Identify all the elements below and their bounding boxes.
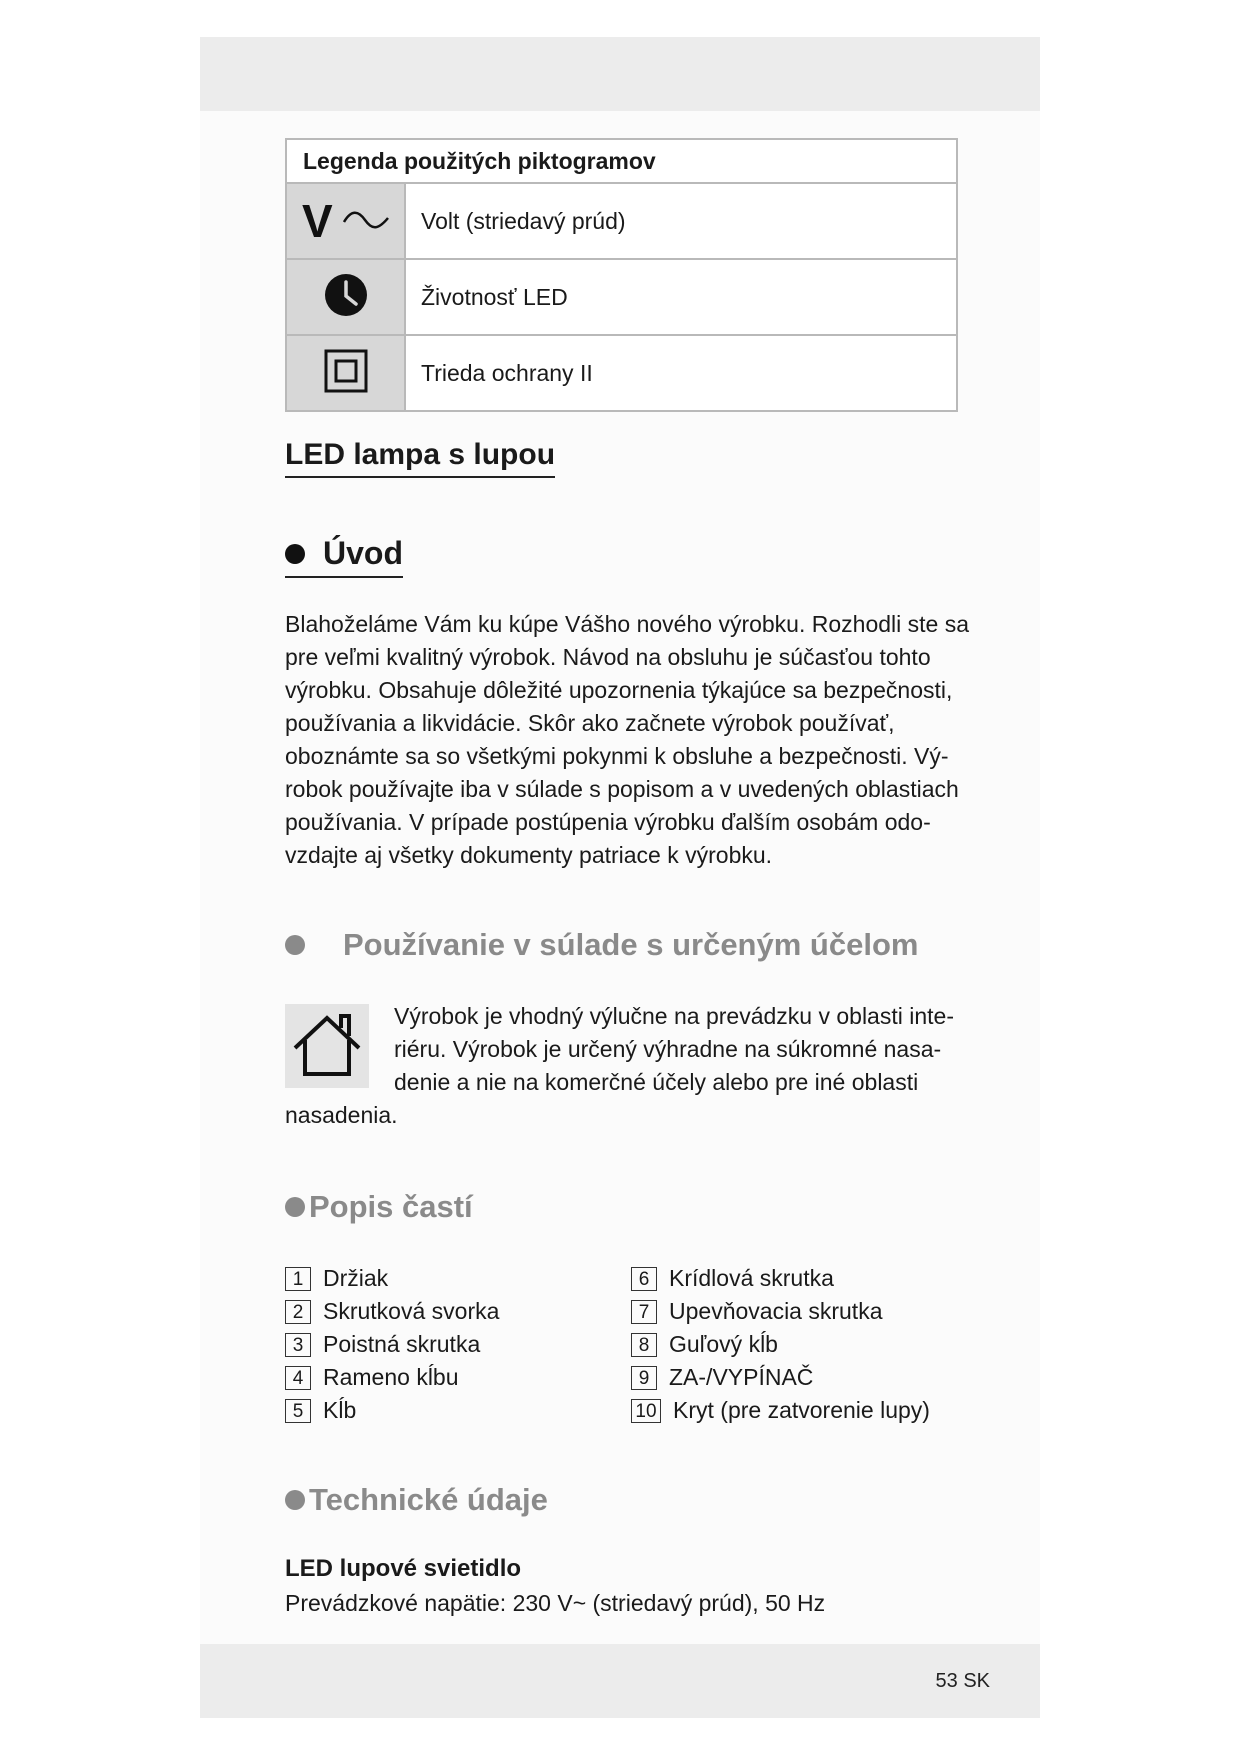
page-number: 53 SK — [935, 1670, 990, 1692]
technical-spec-line: Prevádzkové napätie: 230 V~ (striedavý prúd), 50 Hz — [285, 1590, 826, 1616]
part-label: Kryt (pre zatvorenie lupy) — [673, 1397, 930, 1423]
header-band — [200, 37, 1040, 111]
heading-parts-text: Popis častí — [309, 1189, 473, 1224]
intended-use-line: riéru. Výrobok je určený výhradne na súkromné nasa- — [394, 1036, 942, 1062]
part-label: ZA-/VYPÍNAČ — [669, 1364, 814, 1390]
house-icon — [285, 1004, 369, 1088]
legend-row — [286, 259, 957, 335]
part-number: 10 — [631, 1399, 661, 1423]
part-label: Guľový kĺb — [669, 1331, 778, 1357]
legend-text-volt: Volt (striedavý prúd) — [405, 183, 957, 259]
volt-ac-icon — [286, 183, 405, 259]
intro-line: pre veľmi kvalitný výrobok. Návod na obsluhu je súčasťou tohto — [285, 644, 931, 670]
footer-band — [200, 1644, 1040, 1718]
part-number: 9 — [631, 1366, 657, 1390]
intended-use-last-line: nasadenia. — [285, 1102, 398, 1128]
heading-intro-text: Úvod — [323, 535, 403, 571]
list-item — [631, 1328, 930, 1361]
heading-technical-text: Technické údaje — [309, 1482, 548, 1517]
heading-technical — [285, 1482, 548, 1518]
intro-paragraph — [285, 608, 985, 872]
intro-line: vzdajte aj všetky dokumenty patriace k výrobku. — [285, 842, 773, 868]
part-number: 4 — [285, 1366, 311, 1390]
intro-line: používania a likvidácie. Skôr ako začnete výrobok používať, — [285, 710, 895, 736]
part-label: Držiak — [323, 1265, 389, 1291]
list-item — [285, 1361, 499, 1394]
part-label: Upevňovacia skrutka — [669, 1298, 883, 1324]
intro-line: výrobku. Obsahuje dôležité upozornenia týkajúce sa bezpečnosti, — [285, 677, 953, 703]
part-label: Skrutková svorka — [323, 1298, 500, 1324]
heading-intended-use — [285, 927, 918, 963]
pictogram-legend-table — [285, 138, 958, 412]
heading-intended-use-text: Používanie v súlade s určeným účelom — [343, 927, 919, 962]
document-title: LED lampa s lupou — [285, 438, 555, 478]
list-item — [631, 1262, 930, 1295]
part-number: 5 — [285, 1399, 311, 1423]
part-label: Krídlová skrutka — [669, 1265, 834, 1291]
heading-parts — [285, 1189, 473, 1225]
heading-intro — [285, 535, 403, 578]
intro-line: používania. V prípade postúpenia výrobku ďalším osobám odo- — [285, 809, 931, 835]
list-item — [285, 1328, 499, 1361]
protection-class-ii-icon — [286, 335, 405, 411]
parts-list-left — [285, 1262, 499, 1427]
svg-text:V: V — [301, 194, 333, 244]
part-label: Poistná skrutka — [323, 1331, 481, 1357]
part-number: 7 — [631, 1300, 657, 1324]
list-item — [285, 1394, 499, 1427]
legend-row — [286, 335, 957, 411]
bullet-icon — [285, 1197, 305, 1217]
legend-text-led-life: Životnosť LED — [405, 259, 957, 335]
intro-line: oboznámte sa so všetkými pokynmi k obsluhe a bezpečnosti. Vý- — [285, 743, 949, 769]
clock-icon — [286, 259, 405, 335]
list-item — [285, 1262, 499, 1295]
intro-line: Blahoželáme Vám ku kúpe Vášho nového výrobku. Rozhodli ste sa — [285, 611, 970, 637]
part-label: Rameno kĺbu — [323, 1364, 459, 1390]
intended-use-line: denie a nie na komerčné účely alebo pre iné oblasti — [394, 1069, 919, 1095]
part-number: 3 — [285, 1333, 311, 1357]
legend-row — [286, 183, 957, 259]
list-item — [631, 1394, 930, 1427]
bullet-icon — [285, 544, 305, 564]
intended-use-line: Výrobok je vhodný výlučne na prevádzku v oblasti inte- — [394, 1003, 954, 1029]
list-item — [285, 1295, 499, 1328]
part-number: 2 — [285, 1300, 311, 1324]
part-number: 6 — [631, 1267, 657, 1291]
legend-header: Legenda použitých piktogramov — [286, 139, 957, 183]
list-item — [631, 1361, 930, 1394]
bullet-icon — [285, 1490, 305, 1510]
legend-text-protection: Trieda ochrany II — [405, 335, 957, 411]
intended-use-text — [394, 1000, 954, 1099]
technical-subheading: LED lupové svietidlo — [285, 1555, 522, 1582]
part-number: 8 — [631, 1333, 657, 1357]
part-label: Kĺb — [323, 1397, 357, 1423]
parts-list-right — [631, 1262, 930, 1427]
intro-line: robok používajte iba v súlade s popisom a v uvedených oblastiach — [285, 776, 959, 802]
bullet-icon — [285, 935, 305, 955]
part-number: 1 — [285, 1267, 311, 1291]
list-item — [631, 1295, 930, 1328]
